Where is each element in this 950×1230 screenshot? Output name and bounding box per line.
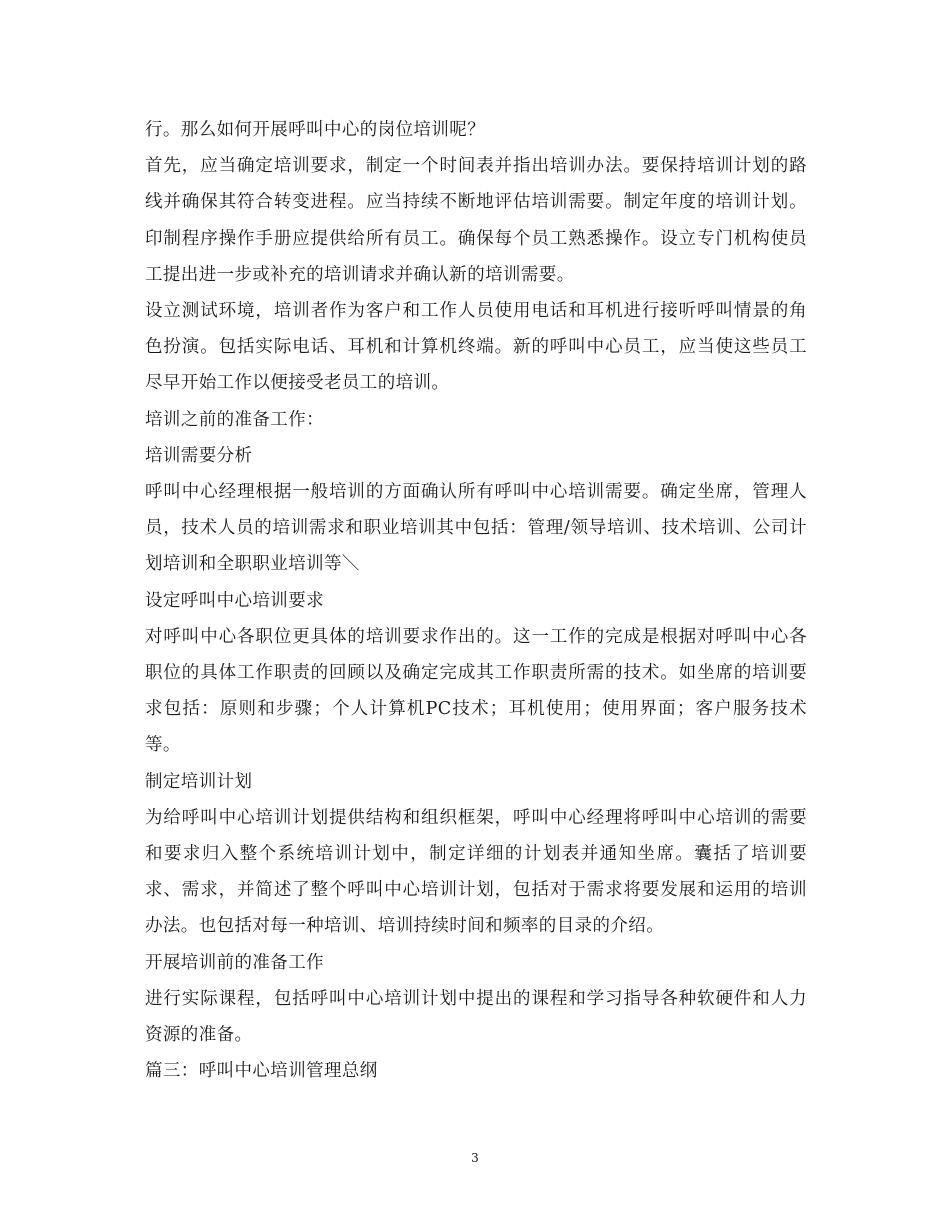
heading-set-requirements: 设定呼叫中心培训要求: [145, 590, 324, 611]
paragraph-training-requirements: 首先，应当确定培训要求，制定一个时间表并指出培训办法。要保持培训计划的路线并确保其符合转变进程。应当持续不断地评估培训需要。制定年度的培训计划。印制程序操作手册应提供给所有员工。确保每个员工熟悉操作。设立专门机构使员工提出进一步或补充的培训请求并确认新的培训需要。: [145, 156, 807, 285]
heading-preparation: 培训之前的准备工作：: [145, 409, 324, 430]
paragraph-test-environment: 设立测试环境，培训者作为客户和工作人员使用电话和耳机进行接听呼叫情景的角色扮演。包括实际电话、耳机和计算机终端。新的呼叫中心员工，应当使这些员工尽早开始工作以便接受老员工的培训。: [145, 301, 807, 394]
heading-pre-training-work: 开展培训前的准备工作: [145, 952, 324, 973]
heading-needs-analysis: 培训需要分析: [145, 445, 253, 466]
paragraph-pre-training-work: 进行实际课程，包括呼叫中心培训计划中提出的课程和学习指导各种软硬件和人力资源的准备。: [145, 988, 807, 1046]
paragraph-needs-analysis: 呼叫中心经理根据一般培训的方面确认所有呼叫中心培训需要。确定坐席，管理人员，技术人员的培训需求和职业培训其中包括：管理/领导培训、技术培训、公司计划培训和全职职业培训等＼: [145, 482, 807, 575]
paragraph-continuation: 行。那么如何开展呼叫中心的岗位培训呢？: [145, 120, 486, 140]
paragraph-training-plan: 为给呼叫中心培训计划提供结构和组织框架，呼叫中心经理将呼叫中心培训的需要和要求归入整个系统培训计划中，制定详细的计划表并通知坐席。囊括了培训要求、需求，并简述了整个呼叫中心培训计划，包括对于需求将要发展和运用的培训办法。也包括对每一种培训、培训持续时间和频率的目录的介绍。: [145, 807, 807, 937]
heading-training-plan: 制定培训计划: [145, 771, 253, 792]
document-body: [145, 112, 807, 1089]
heading-part-three: 篇三：呼叫中心培训管理总纲: [145, 1061, 378, 1082]
paragraph-set-requirements: 对呼叫中心各职位更具体的培训要求作出的。这一工作的完成是根据对呼叫中心各职位的具体工作职责的回顾以及确定完成其工作职责所需的技术。如坐席的培训要求包括：原则和步骤；个人计算机PC技术；耳机使用；使用界面；客户服务技术等。: [145, 626, 807, 756]
page-number: 3: [471, 1151, 479, 1165]
